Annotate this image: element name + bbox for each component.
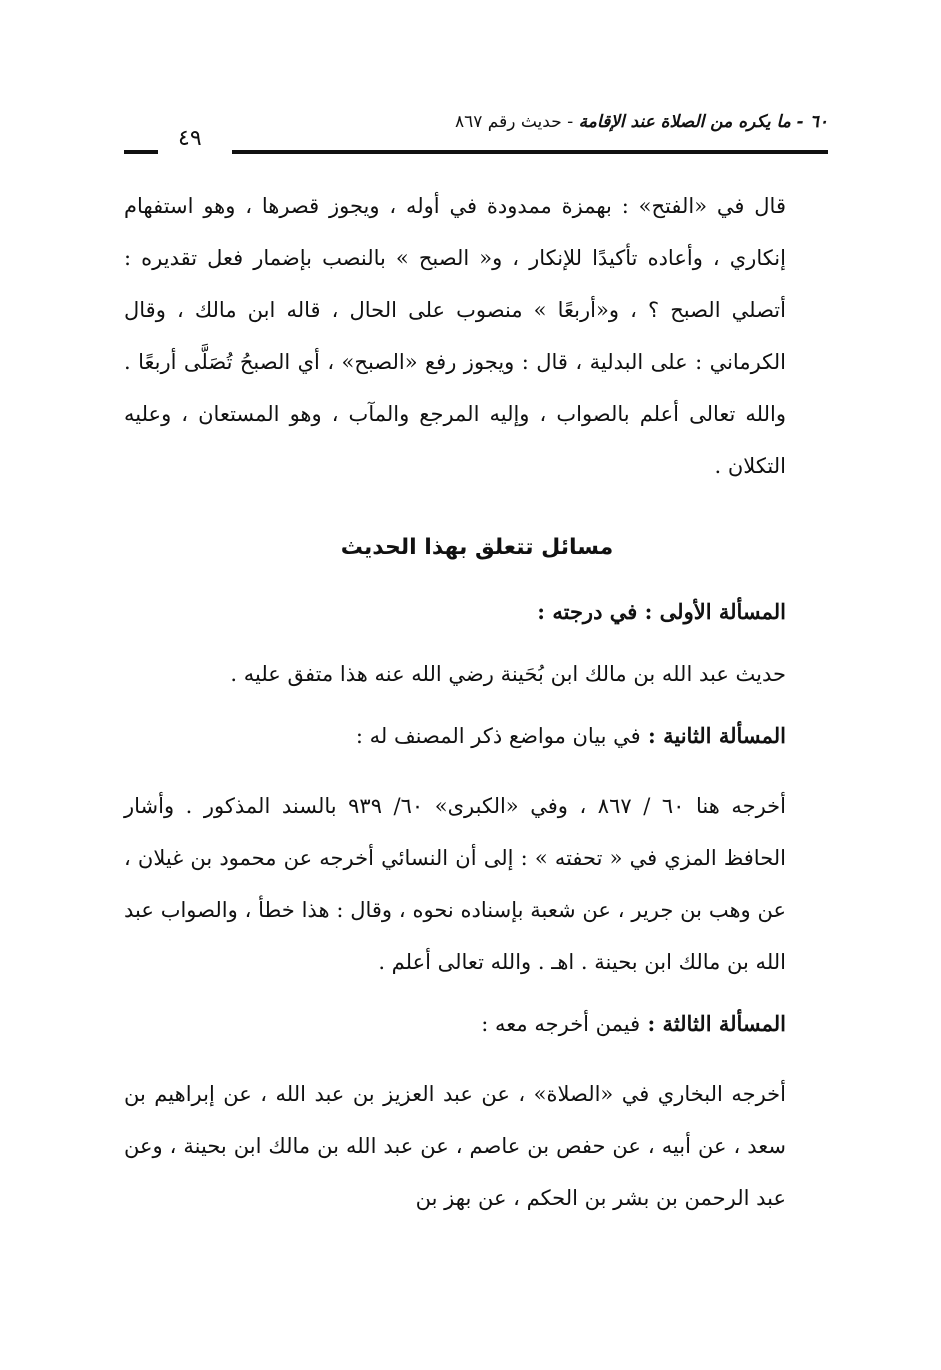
question-3-topic: فيمن أخرجه معه : — [481, 1012, 641, 1036]
section-heading: مسائل تتعلق بهذا الحديث — [340, 535, 614, 560]
paragraph-commentary: قال في «الفتح» : بهمزة ممدودة في أوله ، ويجوز قصرها ، وهو استفهام إنكاري ، وأعاده تأكيدًا للإنكار ، و« الصبح » بالنصب بإضمار فعل تقديره : أتصلي الصبح ؟ ، و«أربعًا » منصوب على الحال ، قاله ابن مالك ، وقال الكرماني : على البدلية ، قال : ويجوز رفع «الصبح» ، أي الصبحُ تُصَلَّى أربعًا . والله تعالى أعلم بالصواب ، وإليه المرجع والمآب ، وهو المستعان ، وعليه التكلان . — [124, 194, 786, 478]
page-body — [124, 180, 830, 1224]
question-2-label: المسألة الثانية : — [640, 723, 786, 748]
question-1-topic: في درجته : — [537, 599, 638, 624]
chapter-title-hadith-number: - حديث رقم ٨٦٧ — [455, 112, 579, 132]
question-2-topic: في بيان مواضع ذكر المصنف له : — [355, 724, 641, 748]
question-2-heading — [124, 710, 830, 762]
page-number: ٤٩ — [178, 126, 202, 151]
page-number-rule — [124, 150, 158, 154]
chapter-title-main: ٦٠ - ما يكره من الصلاة عند الإقامة — [578, 112, 828, 132]
question-1-text: حديث عبد الله بن مالك ابن بُحَينة رضي الله عنه هذا متفق عليه . — [230, 662, 786, 686]
question-3-label: المسألة الثالثة : — [640, 1011, 786, 1036]
question-1-heading — [124, 586, 830, 638]
question-2-text: أخرجه هنا ٦٠ / ٨٦٧ ، وفي «الكبرى» ٦٠/ ٩٣٩ بالسند المذكور . وأشار الحافظ المزي في « تحفته » : إلى أن النسائي أخرجه عن محمود بن غيلان ، عن وهب بن جرير ، عن شعبة بإسناده نحوه ، وقال : هذا خطأ ، والصواب عبد الله بن مالك ابن بحينة . اهـ . والله تعالى أعلم . — [124, 794, 786, 974]
question-1-label: المسألة الأولى : — [637, 599, 786, 624]
question-3-text: أخرجه البخاري في «الصلاة» ، عن عبد العزيز بن عبد الله ، عن إبراهيم بن سعد ، عن أبيه ، عن حفص بن عاصم ، عن عبد الله بن مالك ابن بحينة ، وعن عبد الرحمن بن بشر بن الحكم ، عن بهز بن — [124, 1082, 786, 1210]
chapter-title — [455, 112, 828, 132]
header-rule — [232, 150, 828, 154]
running-header — [124, 112, 828, 158]
question-3-heading — [124, 998, 830, 1050]
